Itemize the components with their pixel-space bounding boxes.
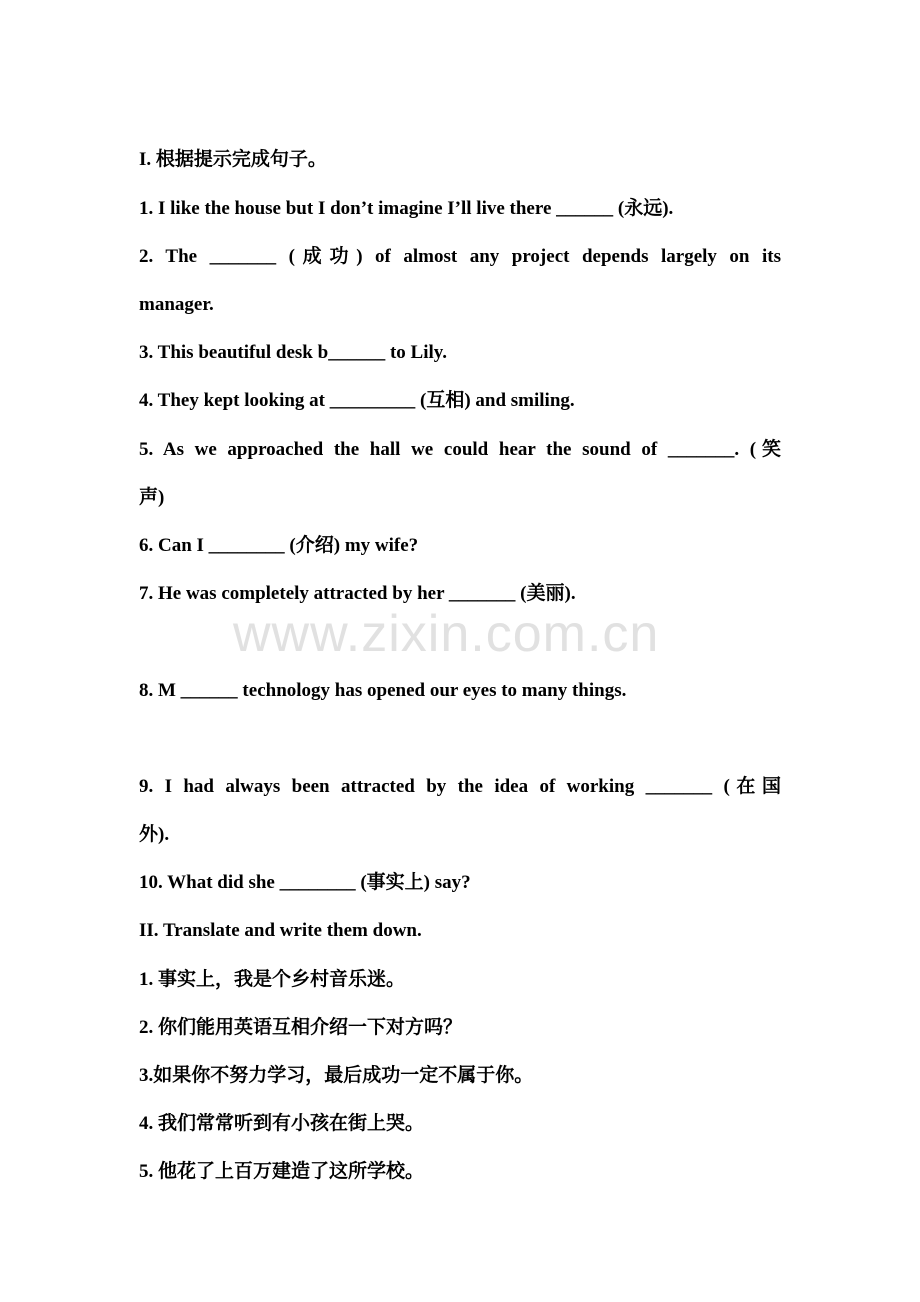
section2-heading: II. Translate and write them down. (139, 920, 422, 941)
translation-2: 2. 你们能用英语互相介绍一下对方吗？ (139, 1017, 463, 1038)
question-3: 3. This beautiful desk b______ to Lily. (139, 342, 447, 363)
question-10: 10. What did she ________ (事实上) say? (139, 872, 471, 893)
question-4: 4. They kept looking at _________ (互相) and smiling. (139, 390, 575, 411)
question-5-cont: 声) (139, 487, 165, 508)
translation-4: 4. 我们常常听到有小孩在街上哭。 (139, 1113, 425, 1134)
translation-3: 3.如果你不努力学习，最后成功一定不属于你。 (139, 1065, 534, 1086)
question-6: 6. Can I ________ (介绍) my wife? (139, 535, 419, 556)
question-9-cont: 外). (139, 824, 170, 845)
question-7: 7. He was completely attracted by her _______ (美丽). (139, 583, 576, 604)
translation-5: 5. 他花了上百万建造了这所学校。 (139, 1161, 425, 1182)
question-5: 5. As we approached the hall we could hear the sound of _______. (笑 (139, 439, 781, 460)
question-8: 8. M ______ technology has opened our eyes to many things. (139, 680, 627, 701)
translation-1: 1. 事实上，我是个乡村音乐迷。 (139, 969, 406, 990)
watermark: www.zixin.com.cn (233, 605, 660, 663)
question-1: 1. I like the house but I don’t imagine I’ll live there ______ (永远). (139, 198, 674, 219)
question-2: 2. The _______ (成功) of almost any project depends largely on its (139, 246, 781, 267)
section1-heading: I. 根据提示完成句子。 (139, 149, 327, 170)
question-2-cont: manager. (139, 294, 214, 315)
question-9: 9. I had always been attracted by the idea of working _______ (在国 (139, 776, 781, 797)
